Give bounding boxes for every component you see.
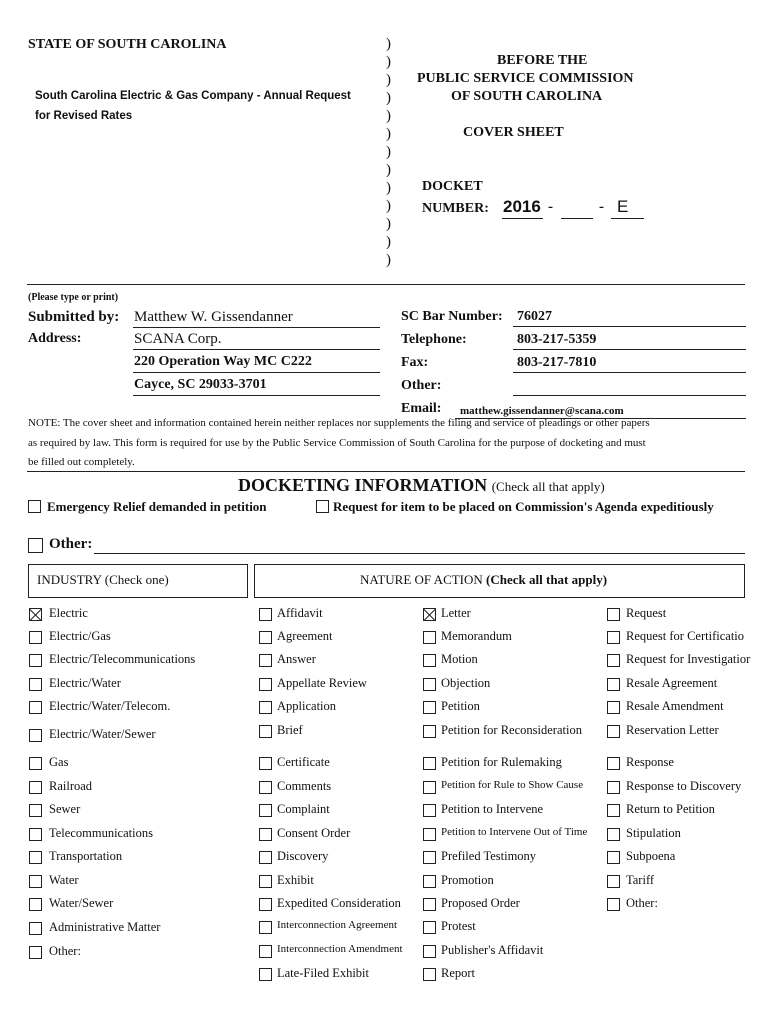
docket-label: DOCKET: [422, 179, 483, 194]
address-line2[interactable]: 220 Operation Way MC C222: [134, 354, 312, 369]
matter-title-line1: South Carolina Electric & Gas Company - Annual Request: [35, 90, 351, 102]
return-to-petition-label: Return to Petition: [626, 802, 715, 816]
complaint-label: Complaint: [277, 802, 330, 816]
electric-water-telecom-checkbox[interactable]: [29, 701, 42, 714]
resale-agreement-checkbox[interactable]: [607, 678, 620, 691]
proposed-order-label: Proposed Order: [441, 896, 520, 910]
expedited-consideration-label: Expedited Consideration: [277, 896, 401, 910]
complaint-checkbox[interactable]: [259, 804, 272, 817]
submitted-by-value[interactable]: Matthew W. Gissendanner: [134, 309, 293, 325]
protest-label: Protest: [441, 919, 476, 933]
docketing-other-line[interactable]: [94, 553, 745, 554]
bar-number-value[interactable]: 76027: [517, 309, 552, 324]
sewer-label: Sewer: [49, 802, 81, 816]
appellate-review-label: Appellate Review: [277, 676, 367, 690]
docket-number-label: NUMBER:: [422, 201, 489, 216]
petition-to-intervene-out-of-time-label: Petition to Intervene Out of Time: [441, 826, 588, 838]
answer-label: Answer: [277, 652, 316, 666]
other-label: Other:: [626, 896, 658, 910]
note-line1: NOTE: The cover sheet and information contained herein neither replaces nor supplements the filing and service of pleadings or other papers: [28, 417, 650, 429]
subpoena-label: Subpoena: [626, 849, 676, 863]
exhibit-checkbox[interactable]: [259, 875, 272, 888]
reservation-letter-label: Reservation Letter: [626, 723, 719, 737]
request-for-certificatio-checkbox[interactable]: [607, 631, 620, 644]
fax-label: Fax:: [401, 355, 429, 370]
address-line3-rule: [133, 395, 380, 396]
bar-number-label: SC Bar Number:: [401, 309, 503, 324]
agenda-request-checkbox[interactable]: [316, 500, 329, 513]
interconnection-amendment-label: Interconnection Amendment: [277, 943, 403, 955]
electric-checkbox[interactable]: [29, 608, 42, 621]
petition-to-intervene-out-of-time-checkbox[interactable]: [423, 828, 436, 841]
submitted-by-line: [133, 327, 380, 328]
other-contact-label: Other:: [401, 378, 442, 393]
emergency-relief-checkbox[interactable]: [28, 500, 41, 513]
docket-year: 2016: [503, 197, 541, 216]
note-line2: as required by law. This form is required for use by the Public Service Commission of South Carolina for the purpose of docketing and must: [28, 437, 646, 449]
report-label: Report: [441, 966, 476, 980]
parenthesis: ): [386, 54, 391, 70]
comments-label: Comments: [277, 779, 332, 793]
petition-for-rulemaking-label: Petition for Rulemaking: [441, 755, 562, 769]
parenthesis: ): [386, 162, 391, 178]
electric-water-sewer-checkbox[interactable]: [29, 729, 42, 742]
electric-gas-label: Electric/Gas: [49, 629, 111, 643]
gas-checkbox[interactable]: [29, 757, 42, 770]
promotion-label: Promotion: [441, 873, 494, 887]
bar-number-line: [513, 326, 746, 327]
telecommunications-label: Telecommunications: [49, 826, 153, 840]
other-checkbox[interactable]: [607, 898, 620, 911]
other-checkbox[interactable]: [29, 946, 42, 959]
telephone-line: [513, 349, 746, 350]
objection-checkbox[interactable]: [423, 678, 436, 691]
electric-water-sewer-label: Electric/Water/Sewer: [49, 727, 156, 741]
docketing-heading: [238, 475, 605, 496]
docketing-title: DOCKETING INFORMATION: [238, 475, 488, 495]
cover-sheet-title: COVER SHEET: [463, 125, 564, 140]
request-for-investigatior-checkbox[interactable]: [607, 654, 620, 667]
response-to-discovery-label: Response to Discovery: [626, 779, 742, 793]
petition-to-intervene-label: Petition to Intervene: [441, 802, 544, 816]
nature-header-note: (Check all that apply): [486, 572, 608, 587]
emergency-relief-label: Emergency Relief demanded in petition: [47, 499, 267, 514]
stipulation-label: Stipulation: [626, 826, 681, 840]
tariff-checkbox[interactable]: [607, 875, 620, 888]
petition-label: Petition: [441, 699, 480, 713]
expedited-consideration-checkbox[interactable]: [259, 898, 272, 911]
publisher-s-affidavit-checkbox[interactable]: [423, 945, 436, 958]
administrative-matter-checkbox[interactable]: [29, 922, 42, 935]
memorandum-checkbox[interactable]: [423, 631, 436, 644]
report-checkbox[interactable]: [423, 968, 436, 981]
address-label: Address:: [28, 331, 82, 346]
request-for-certificatio-label: Request for Certificatio: [626, 629, 745, 643]
agreement-label: Agreement: [277, 629, 333, 643]
railroad-label: Railroad: [49, 779, 93, 793]
subpoena-checkbox[interactable]: [607, 851, 620, 864]
response-to-discovery-checkbox[interactable]: [607, 781, 620, 794]
submitted-by-label: Submitted by:: [28, 309, 120, 325]
resale-amendment-label: Resale Amendment: [626, 699, 724, 713]
letter-checkbox[interactable]: [423, 608, 436, 621]
address-line2-rule: [133, 372, 380, 373]
industry-header: INDUSTRY (Check one): [37, 572, 169, 587]
reservation-letter-checkbox[interactable]: [607, 725, 620, 738]
parenthesis: ): [386, 216, 391, 232]
interconnection-agreement-checkbox[interactable]: [259, 921, 272, 934]
docket-suffix: E: [617, 197, 629, 216]
return-to-petition-checkbox[interactable]: [607, 804, 620, 817]
response-checkbox[interactable]: [607, 757, 620, 770]
docket-separator-2: -: [599, 199, 604, 215]
petition-for-rulemaking-checkbox[interactable]: [423, 757, 436, 770]
telecommunications-checkbox[interactable]: [29, 828, 42, 841]
brief-checkbox[interactable]: [259, 725, 272, 738]
electric-telecommunications-label: Electric/Telecommunications: [49, 652, 196, 666]
promotion-checkbox[interactable]: [423, 875, 436, 888]
affidavit-checkbox[interactable]: [259, 608, 272, 621]
note-divider: [27, 471, 745, 472]
exhibit-label: Exhibit: [277, 873, 314, 887]
email-label: Email:: [401, 401, 442, 416]
interconnection-agreement-label: Interconnection Agreement: [277, 919, 398, 931]
docket-suffix-underline: [611, 218, 644, 219]
petition-for-rule-to-show-cause-checkbox[interactable]: [423, 781, 436, 794]
electric-label: Electric: [49, 606, 88, 620]
transportation-checkbox[interactable]: [29, 851, 42, 864]
parenthesis: ): [386, 36, 391, 52]
petition-to-intervene-checkbox[interactable]: [423, 804, 436, 817]
before-line1: BEFORE THE: [497, 53, 588, 68]
docketing-title-note: (Check all that apply): [491, 479, 605, 494]
parenthesis: ): [386, 72, 391, 88]
water-sewer-label: Water/Sewer: [49, 896, 114, 910]
parenthesis: ): [386, 198, 391, 214]
tariff-label: Tariff: [626, 873, 655, 887]
docket-number-blank[interactable]: [561, 218, 593, 219]
protest-checkbox[interactable]: [423, 921, 436, 934]
other-label: Other:: [49, 944, 81, 958]
late-filed-exhibit-checkbox[interactable]: [259, 968, 272, 981]
electric-water-label: Electric/Water: [49, 676, 121, 690]
matter-title-line2: for Revised Rates: [35, 110, 133, 122]
administrative-matter-label: Administrative Matter: [49, 920, 161, 934]
parenthesis: ): [386, 180, 391, 196]
parenthesis: ): [386, 90, 391, 106]
affidavit-label: Affidavit: [277, 606, 323, 620]
fax-line: [513, 372, 746, 373]
other-contact-line: [513, 395, 746, 396]
request-label: Request: [626, 606, 667, 620]
electric-telecommunications-checkbox[interactable]: [29, 654, 42, 667]
memorandum-label: Memorandum: [441, 629, 512, 643]
discovery-checkbox[interactable]: [259, 851, 272, 864]
comments-checkbox[interactable]: [259, 781, 272, 794]
address-line1-rule: [133, 349, 380, 350]
prefiled-testimony-label: Prefiled Testimony: [441, 849, 537, 863]
certificate-checkbox[interactable]: [259, 757, 272, 770]
parenthesis: ): [386, 234, 391, 250]
answer-checkbox[interactable]: [259, 654, 272, 667]
consent-order-checkbox[interactable]: [259, 828, 272, 841]
resale-amendment-checkbox[interactable]: [607, 701, 620, 714]
nature-header: [360, 572, 607, 588]
railroad-checkbox[interactable]: [29, 781, 42, 794]
electric-water-telecom-label: Electric/Water/Telecom.: [49, 699, 171, 713]
docketing-other-label: Other:: [49, 536, 93, 552]
application-label: Application: [277, 699, 337, 713]
before-line2: PUBLIC SERVICE COMMISSION: [417, 71, 634, 86]
brief-label: Brief: [277, 723, 303, 737]
objection-label: Objection: [441, 676, 491, 690]
docket-year-underline: [502, 218, 543, 219]
please-type-note: (Please type or print): [28, 292, 119, 303]
publisher-s-affidavit-label: Publisher's Affidavit: [441, 943, 544, 957]
prefiled-testimony-checkbox[interactable]: [423, 851, 436, 864]
nature-header-title: NATURE OF ACTION: [360, 572, 483, 587]
motion-label: Motion: [441, 652, 478, 666]
parenthesis: ): [386, 252, 391, 268]
appellate-review-checkbox[interactable]: [259, 678, 272, 691]
consent-order-label: Consent Order: [277, 826, 351, 840]
application-checkbox[interactable]: [259, 701, 272, 714]
note-line3: be filled out completely.: [28, 456, 135, 468]
agreement-checkbox[interactable]: [259, 631, 272, 644]
letter-label: Letter: [441, 606, 471, 620]
fax-value[interactable]: 803-217-7810: [517, 355, 597, 370]
docketing-other-checkbox[interactable]: [28, 538, 43, 553]
water-sewer-checkbox[interactable]: [29, 898, 42, 911]
transportation-label: Transportation: [49, 849, 123, 863]
telephone-value[interactable]: 803-217-5359: [517, 332, 597, 347]
state-heading: STATE OF SOUTH CAROLINA: [28, 37, 227, 52]
telephone-label: Telephone:: [401, 332, 467, 347]
water-checkbox[interactable]: [29, 875, 42, 888]
petition-for-reconsideration-label: Petition for Reconsideration: [441, 723, 582, 737]
resale-agreement-label: Resale Agreement: [626, 676, 718, 690]
agenda-request-label: Request for item to be placed on Commission's Agenda expeditiously: [333, 499, 714, 514]
request-checkbox[interactable]: [607, 608, 620, 621]
request-for-investigatior-label: Request for Investigatior: [626, 652, 751, 666]
before-line3: OF SOUTH CAROLINA: [451, 89, 603, 104]
address-line3[interactable]: Cayce, SC 29033-3701: [134, 377, 267, 392]
electric-gas-checkbox[interactable]: [29, 631, 42, 644]
address-line1[interactable]: SCANA Corp.: [134, 331, 222, 347]
petition-checkbox[interactable]: [423, 701, 436, 714]
electric-water-checkbox[interactable]: [29, 678, 42, 691]
header-divider: [27, 284, 745, 285]
interconnection-amendment-checkbox[interactable]: [259, 945, 272, 958]
parenthesis: ): [386, 144, 391, 160]
parenthesis: ): [386, 108, 391, 124]
proposed-order-checkbox[interactable]: [423, 898, 436, 911]
certificate-label: Certificate: [277, 755, 330, 769]
response-label: Response: [626, 755, 674, 769]
stipulation-checkbox[interactable]: [607, 828, 620, 841]
water-label: Water: [49, 873, 79, 887]
petition-for-reconsideration-checkbox[interactable]: [423, 725, 436, 738]
late-filed-exhibit-label: Late-Filed Exhibit: [277, 966, 369, 980]
docket-separator-1: -: [548, 199, 553, 215]
discovery-label: Discovery: [277, 849, 329, 863]
sewer-checkbox[interactable]: [29, 804, 42, 817]
email-value[interactable]: matthew.gissendanner@scana.com: [460, 405, 624, 417]
gas-label: Gas: [49, 755, 69, 769]
parenthesis: ): [386, 126, 391, 142]
petition-for-rule-to-show-cause-label: Petition for Rule to Show Cause: [441, 779, 584, 791]
motion-checkbox[interactable]: [423, 654, 436, 667]
